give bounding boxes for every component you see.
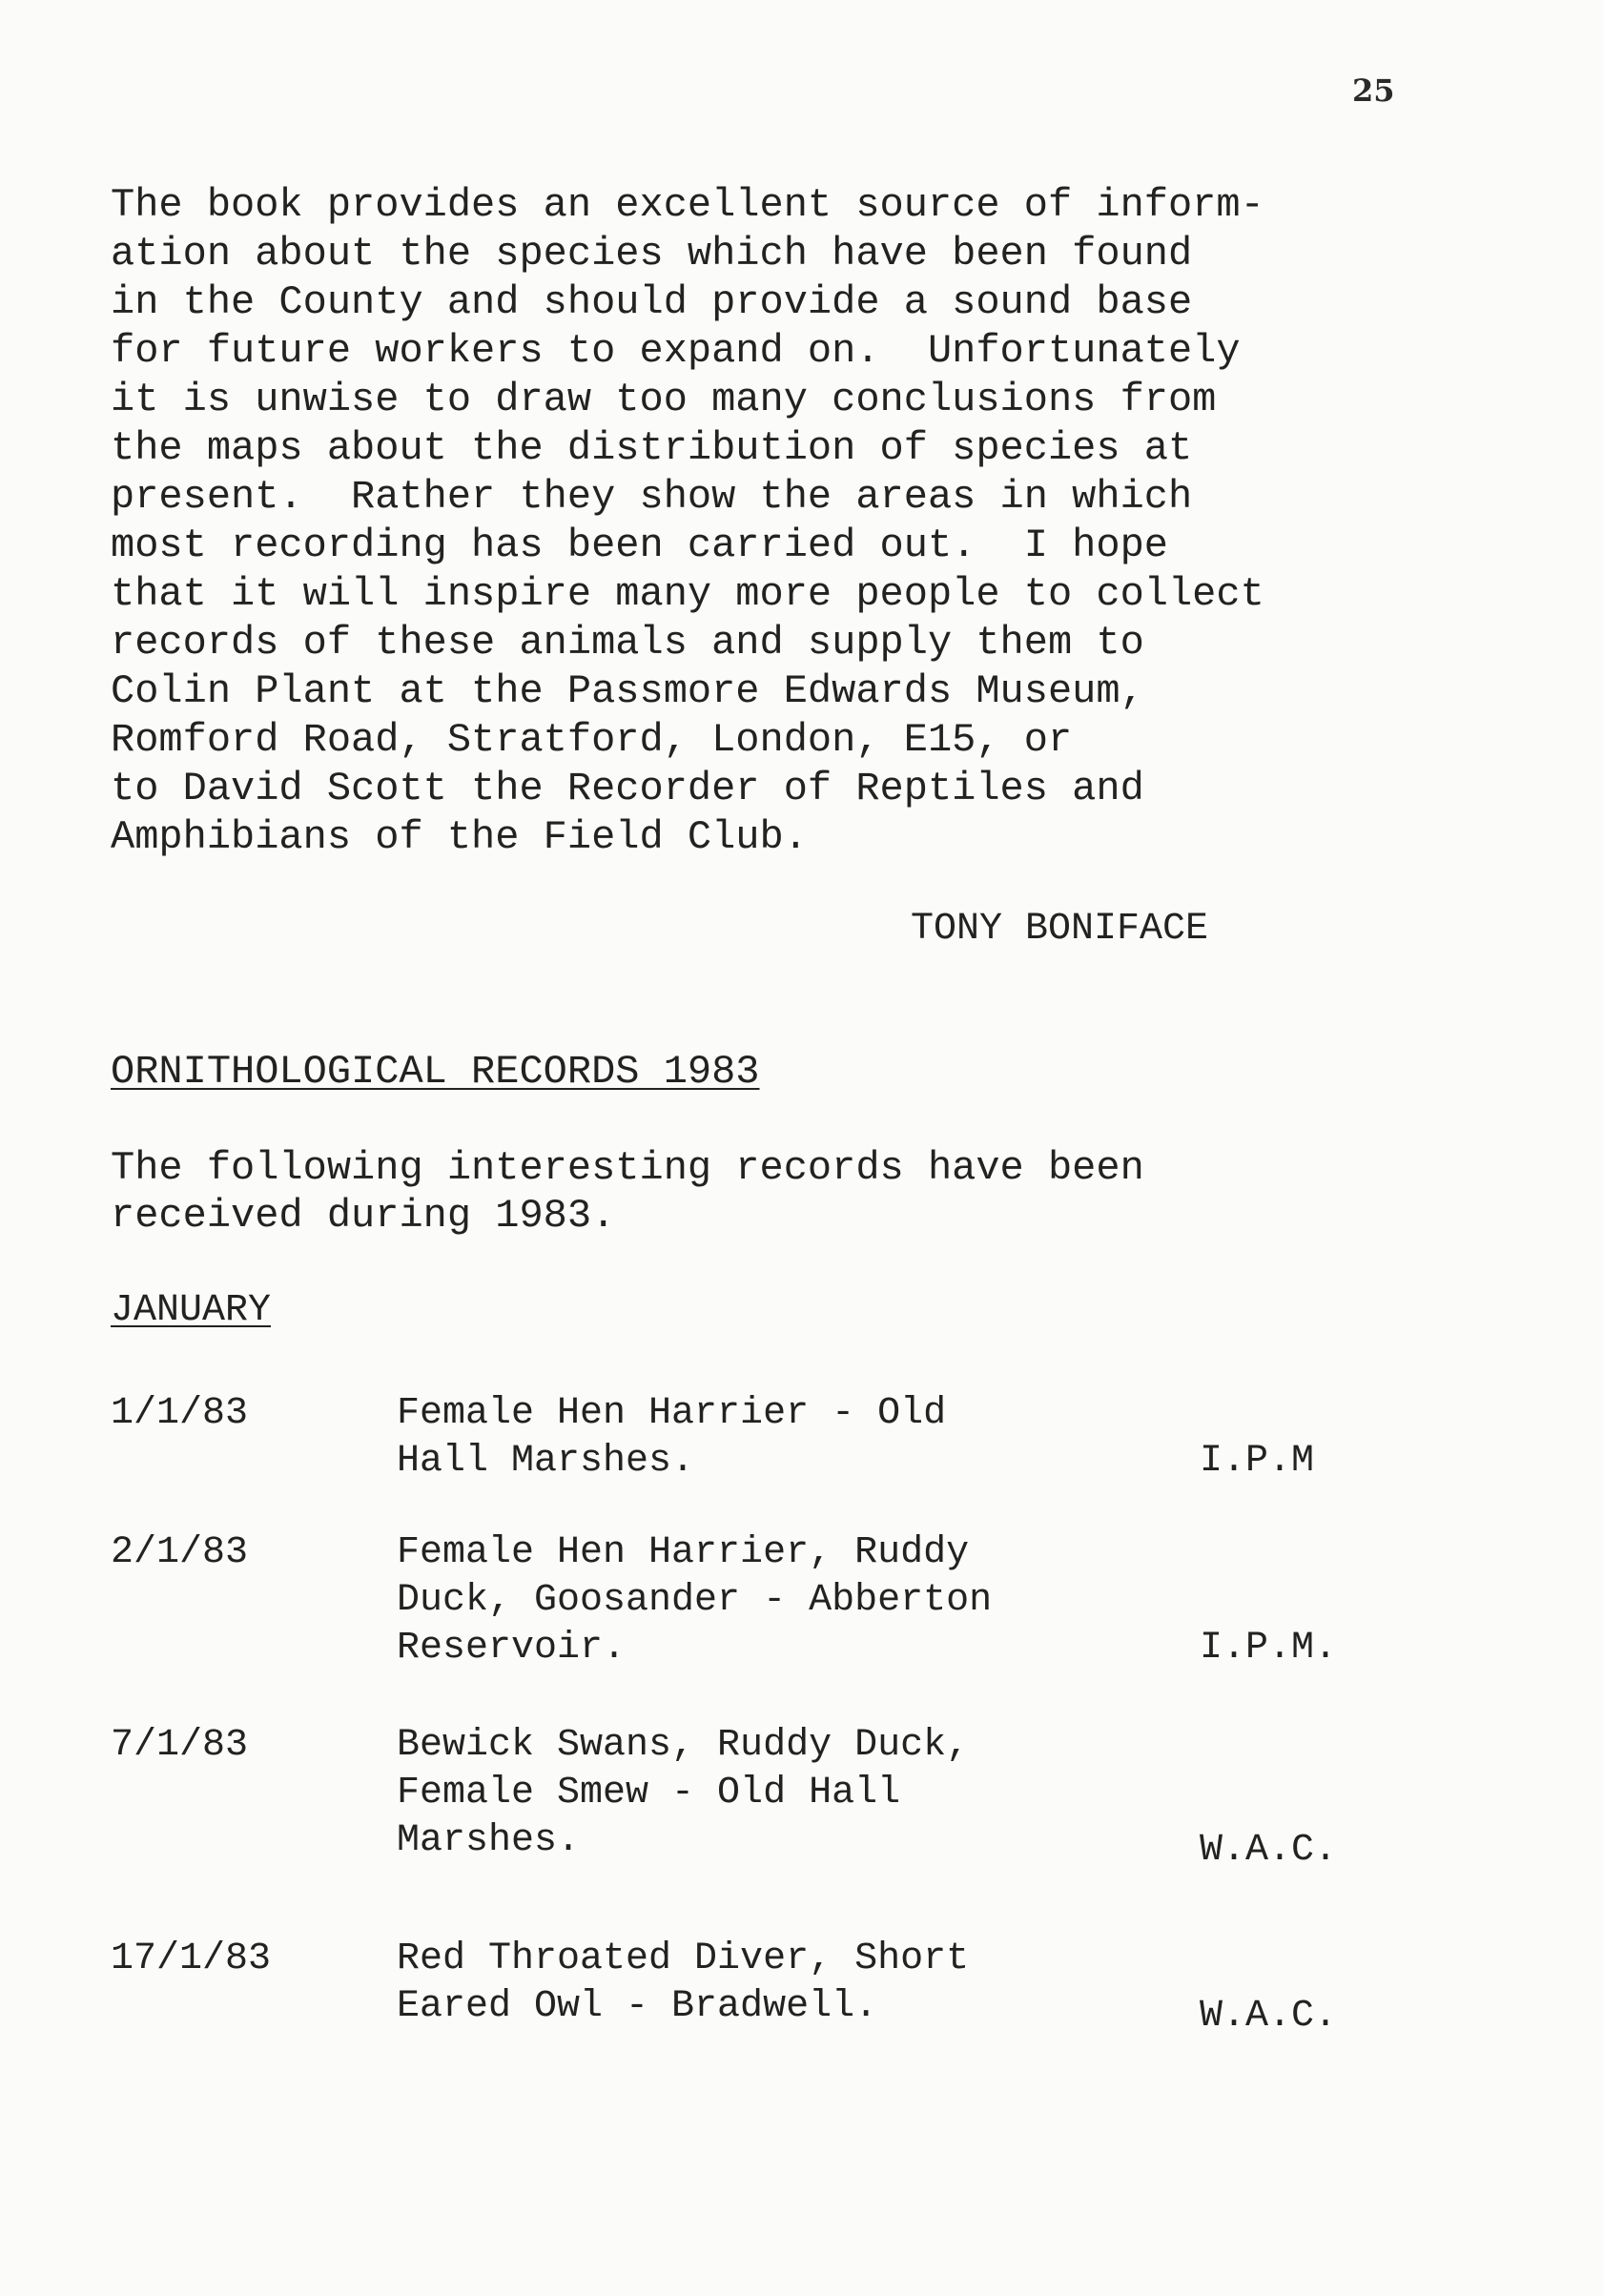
record-description bbox=[397, 1936, 969, 2031]
record-date: 2/1/83 bbox=[111, 1531, 249, 1574]
lead-line: received during 1983. bbox=[111, 1193, 616, 1239]
intro-line: Amphibians of the Field Club. bbox=[111, 814, 808, 860]
month-heading: JANUARY bbox=[111, 1289, 272, 1332]
intro-line: records of these animals and supply them to bbox=[111, 620, 1144, 666]
intro-line: in the County and should provide a sound base bbox=[111, 279, 1193, 325]
intro-line: The book provides an excellent source of inform- bbox=[111, 182, 1264, 228]
record-description bbox=[397, 1529, 992, 1672]
record-line: Hall Marshes. bbox=[397, 1440, 695, 1483]
lead-paragraph bbox=[111, 1144, 1144, 1240]
record-observer: I.P.M bbox=[1200, 1440, 1315, 1483]
intro-line: ation about the species which have been found bbox=[111, 231, 1193, 277]
record-line: Marshes. bbox=[397, 1819, 581, 1862]
lead-line: The following interesting records have been bbox=[111, 1145, 1144, 1191]
record-line: Eared Owl - Bradwell. bbox=[397, 1985, 878, 2028]
intro-line: it is unwise to draw too many conclusions from bbox=[111, 377, 1217, 422]
author-signature: TONY BONIFACE bbox=[911, 908, 1209, 951]
intro-line: Romford Road, Stratford, London, E15, or bbox=[111, 717, 1073, 763]
record-date: 7/1/83 bbox=[111, 1724, 249, 1767]
record-date: 17/1/83 bbox=[111, 1937, 272, 1980]
intro-line: most recording has been carried out. I hope bbox=[111, 523, 1168, 568]
intro-line: to David Scott the Recorder of Reptiles and bbox=[111, 766, 1144, 811]
record-description bbox=[397, 1722, 969, 1865]
record-line: Female Hen Harrier - Old bbox=[397, 1392, 947, 1435]
record-line: Bewick Swans, Ruddy Duck, bbox=[397, 1724, 970, 1767]
record-line: Red Throated Diver, Short bbox=[397, 1937, 970, 1980]
record-line: Reservoir. bbox=[397, 1627, 627, 1670]
record-line: Female Smew - Old Hall bbox=[397, 1772, 901, 1814]
section-heading: ORNITHOLOGICAL RECORDS 1983 bbox=[111, 1049, 760, 1095]
record-line: Female Hen Harrier, Ruddy bbox=[397, 1531, 970, 1574]
intro-line: present. Rather they show the areas in which bbox=[111, 474, 1193, 520]
intro-line: that it will inspire many more people to collect bbox=[111, 571, 1264, 617]
record-date: 1/1/83 bbox=[111, 1392, 249, 1435]
intro-line: for future workers to expand on. Unfortunately bbox=[111, 328, 1241, 374]
record-observer: W.A.C. bbox=[1200, 1995, 1338, 2038]
intro-line: the maps about the distribution of species at bbox=[111, 425, 1193, 471]
intro-line: Colin Plant at the Passmore Edwards Museum, bbox=[111, 668, 1144, 714]
record-observer: W.A.C. bbox=[1200, 1829, 1338, 1872]
record-line: Duck, Goosander - Abberton bbox=[397, 1579, 993, 1622]
record-description bbox=[397, 1390, 946, 1486]
page-number: 25 bbox=[1352, 72, 1395, 109]
intro-paragraph bbox=[111, 181, 1503, 862]
record-observer: I.P.M. bbox=[1200, 1627, 1338, 1670]
